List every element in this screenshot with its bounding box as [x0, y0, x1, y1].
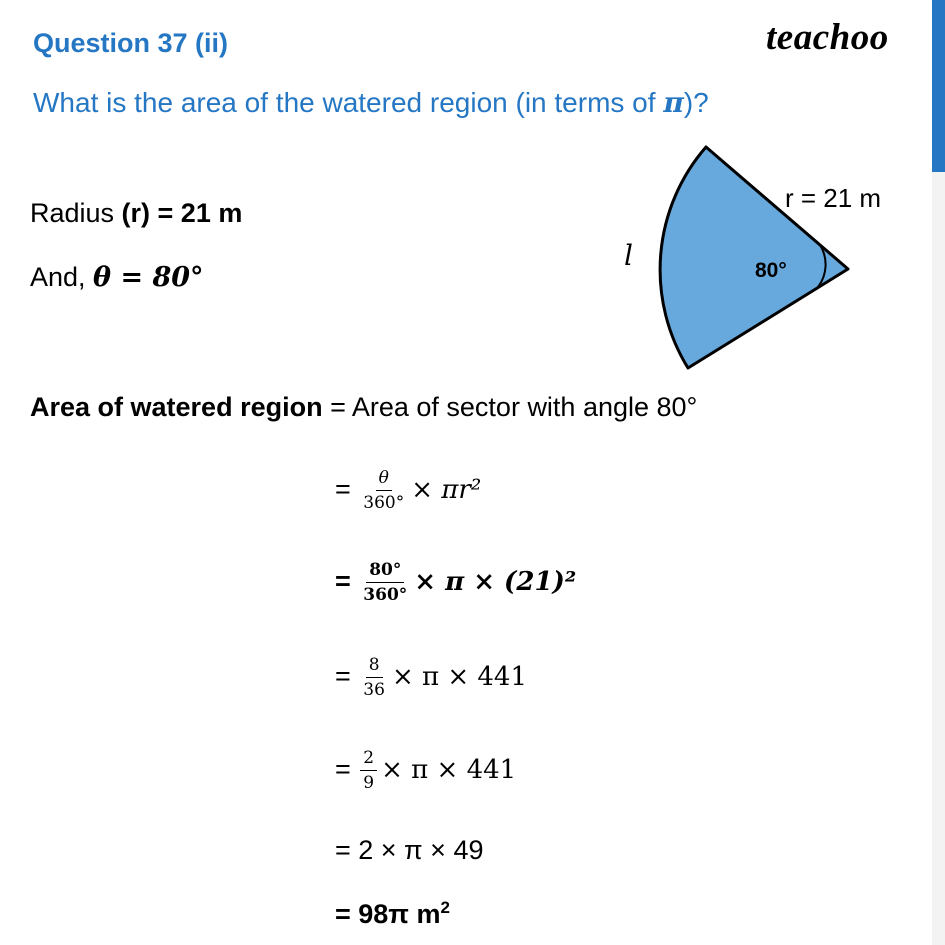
step4-numerator: 2 [360, 748, 377, 771]
radius-label: r = 21 m [785, 183, 882, 213]
radius-line [30, 198, 242, 229]
final-answer-exponent: 2 [440, 898, 450, 917]
step1-denominator: 360° [363, 493, 405, 514]
step3-denominator: 36 [363, 680, 385, 701]
arc-length-label: l [624, 239, 633, 272]
step1-equals: = [335, 474, 351, 505]
step-substitution [335, 560, 576, 606]
scrollbar-thumb[interactable] [932, 0, 945, 172]
step-formula [335, 468, 481, 514]
step3-rest: × π × 441 [391, 662, 528, 693]
area-label: Area of watered region [30, 392, 323, 422]
question-number: Question 37 (ii) [33, 28, 229, 58]
final-answer [335, 898, 450, 930]
sector-shape [660, 147, 848, 368]
question-text-after: )? [683, 87, 709, 118]
step1-rest: × πr² [411, 475, 482, 506]
question-pi-symbol: π [663, 86, 684, 119]
sector-diagram [600, 135, 910, 380]
area-rest: = Area of sector with angle 80° [322, 392, 698, 422]
radius-value: (r) = 21 m [121, 198, 243, 228]
teachoo-logo: teachoo [766, 17, 889, 58]
step1-fraction [360, 468, 407, 514]
step2-denominator: 360° [363, 585, 408, 606]
angle-prefix: And, [30, 262, 94, 292]
radius-prefix: Radius [30, 198, 122, 228]
angle-line [30, 262, 204, 293]
step4-rest: × π × 441 [381, 755, 517, 786]
question-text-before: What is the area of the watered region (in terms of [33, 87, 664, 118]
angle-expression: θ = 80° [93, 262, 204, 293]
step2-equals: = [335, 566, 351, 597]
step3-equals: = [335, 661, 351, 692]
step2-numerator: 80° [366, 560, 404, 583]
step3-fraction [360, 655, 388, 701]
step-product: = 2 × π × 49 [335, 835, 484, 865]
question-text [33, 86, 709, 119]
step2-rest: × π × (21)² [414, 567, 577, 598]
step4-equals: = [335, 754, 351, 785]
step3-numerator: 8 [366, 655, 383, 678]
angle-label: 80° [755, 259, 787, 282]
step1-numerator: θ [376, 468, 392, 491]
step-simplify-2 [335, 748, 516, 794]
step2-fraction [360, 560, 410, 606]
step-simplify-1 [335, 655, 527, 701]
step4-denominator: 9 [363, 773, 375, 794]
final-answer-value: = 98π m [335, 899, 441, 929]
step4-fraction [360, 748, 377, 794]
area-statement [30, 392, 697, 423]
